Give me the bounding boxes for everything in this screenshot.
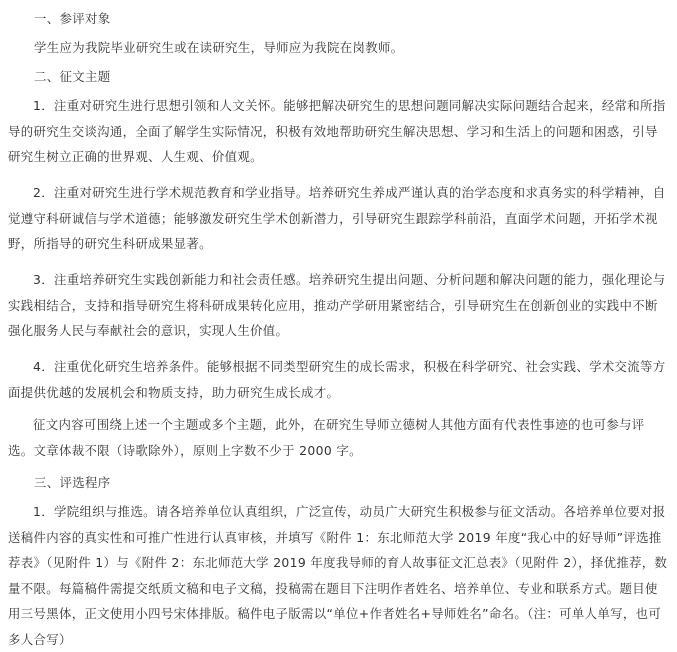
- section-2-item-1: [8, 93, 668, 170]
- section-2-heading: 二、征文主题: [34, 69, 111, 84]
- section-3-item-1: [8, 499, 668, 652]
- section-2-item-3-text: 3．注重培养研究生实践创新能力和社会责任感。培养研究生提出问题、分析问题和解决问题的能力，强化理论与实践相结合，支持和指导研究生将科研成果转化应用，推动产学研用紧密结合，引导研究生在创新创业的实践中不断强化服务人民与奉献社会的意识，实现人生价值。: [8, 272, 666, 338]
- section-2-note-text: 征文内容可围绕上述一个主题或多个主题，此外，在研究生导师立德树人其他方面有代表性事迹的也可参与评选。文章体裁不限（诗歌除外），原则上字数不少于 2000 字。: [8, 417, 645, 458]
- section-3-heading: 三、评选程序: [34, 475, 111, 490]
- section-2-item-4-text: 4．注重优化研究生培养条件。能够根据不同类型研究生的成长需求，积极在科学研究、社会实践、学术交流等方面提供优越的发展机会和物质支持，助力研究生成长成才。: [8, 359, 666, 400]
- section-2-item-3: [8, 267, 668, 344]
- section-3-item-1-text: 1．学院组织与推选。请各培养单位认真组织，广泛宣传，动员广大研究生积极参与征文活动。各培养单位要对报送稿件内容的真实性和可推广性进行认真审核，并填写《附件 1：东北师范大学 2019 年度“我心中的好导师”评选推荐表》（见附件 1）与《附件 2：东北师范大学 2019 年度我导师的育人故事征文汇总表》（见附件 2），择优推荐，数量不限。每篇稿件需提交纸质文稿和电子文稿，投稿需在题目下注明作者姓名、培养单位、专业和联系方式。题目使用三号黑体，正文使用小四号宋体排版。稿件电子版需以“单位+作者姓名+导师姓名”命名。（注：可单人单写，也可多人合写）: [8, 504, 668, 647]
- section-2-item-2-text: 2．注重对研究生进行学术规范教育和学业指导。培养研究生养成严谨认真的治学态度和求真务实的科学精神，自觉遵守科研诚信与学术道德；能够激发研究生学术创新潜力，引导研究生跟踪学科前沿，直面学术问题，开拓学术视野，所指导的研究生科研成果显著。: [8, 185, 666, 251]
- section-2-item-1-text: 1．注重对研究生进行思想引领和人文关怀。能够把解决研究生的思想问题同解决实际问题结合起来，经常和所指导的研究生交谈沟通，全面了解学生实际情况，积极有效地帮助研究生解决思想、学习和生活上的问题和困惑，引导研究生树立正确的世界观、人生观、价值观。: [8, 98, 666, 164]
- section-1-heading: 一、参评对象: [34, 11, 111, 26]
- section-2-item-2: [8, 180, 668, 257]
- section-2-item-4: [8, 354, 668, 405]
- section-1-text: 学生应为我院毕业研究生或在读研究生，导师应为我院在岗教师。: [34, 40, 404, 55]
- section-2-note: [8, 412, 668, 463]
